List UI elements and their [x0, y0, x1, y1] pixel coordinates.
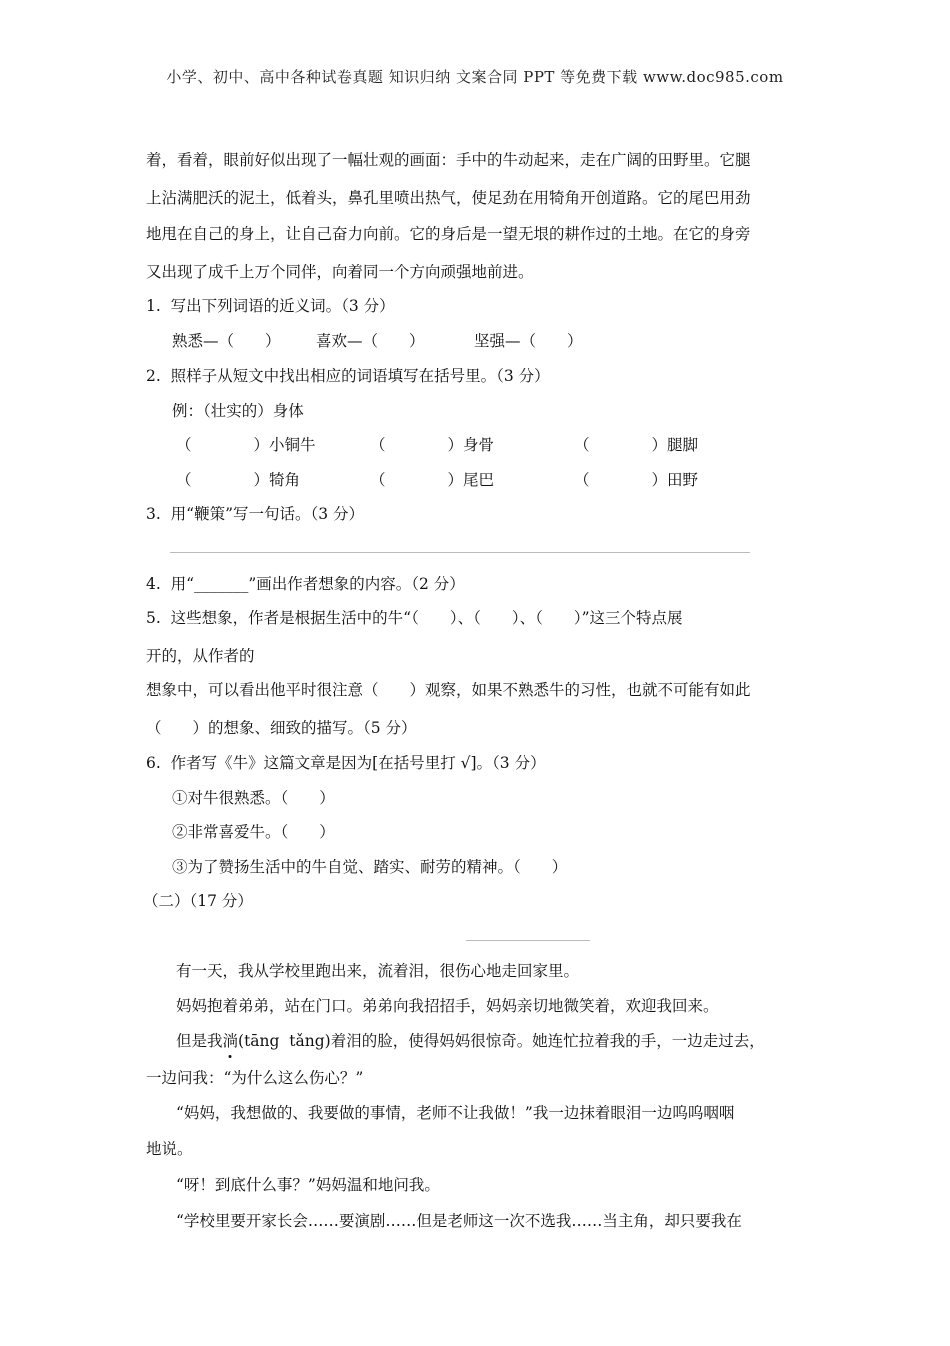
dotted-character: 淌	[223, 1029, 239, 1051]
q2-blank: （ ）尾巴	[370, 471, 495, 489]
question-5-line: 5. 这些想象，作者是根据生活中的牛“（ ）、（ ）、（ ）”这三个特点展	[146, 609, 683, 627]
story-paragraph: “妈妈，我想做的、我要做的事情，老师不让我做！”我一边抹着眼泪一边呜呜咽咽	[176, 1104, 735, 1122]
page-header: 小学、初中、高中各种试卷真题 知识归纳 文案合同 PPT 等免费下载 www.doc985.com	[166, 68, 784, 86]
question-5-line: （ ）的想象、细致的描写。（5 分）	[146, 719, 417, 737]
q2-blank: （ ）小铜牛	[176, 436, 316, 454]
story-paragraph: 有一天，我从学校里跑出来，流着泪，很伤心地走回家里。	[176, 962, 580, 980]
story-paragraph: “呀！到底什么事？”妈妈温和地问我。	[176, 1176, 440, 1194]
q1-item: 坚强—（ ）	[474, 332, 583, 350]
passage-line: 上沾满肥沃的泥土，低着头，鼻孔里喷出热气，使足劲在用犄角开创道路。它的尾巴用劲	[146, 189, 751, 207]
answer-line	[170, 552, 750, 553]
story-paragraph: 妈妈抱着弟弟，站在门口。弟弟向我招招手，妈妈亲切地微笑着，欢迎我回来。	[176, 997, 719, 1015]
q6-option: ①对牛很熟悉。（ ）	[172, 789, 335, 807]
q2-blank: （ ）犄角	[176, 471, 301, 489]
q6-option: ③为了赞扬生活中的牛自觉、踏实、耐劳的精神。（ ）	[172, 858, 568, 876]
question-5-line: 想象中，可以看出他平时很注意（ ）观察，如果不熟悉牛的习性，也就不可能有如此	[146, 681, 751, 699]
q2-blank: （ ）田野	[574, 471, 699, 489]
question-2-title: 2. 照样子从短文中找出相应的词语填写在括号里。（3 分）	[146, 367, 550, 385]
question-4-title: 4. 用“_______”画出作者想象的内容。（2 分）	[146, 575, 465, 593]
story-line: 一边问我：“为什么这么伤心？”	[146, 1069, 364, 1087]
question-5-line: 开的，从作者的	[146, 647, 255, 665]
section-2-heading: （二）（17 分）	[143, 892, 253, 910]
story-paragraph: “学校里要开家长会……要演剧……但是老师这一次不选我……当主角，却只要我在	[176, 1212, 742, 1230]
passage-line: 又出现了成千上万个同伴，向着同一个方向顽强地前进。	[146, 263, 534, 281]
story-line: 地说。	[146, 1140, 193, 1158]
passage-line: 地甩在自己的身上，让自己奋力向前。它的身后是一望无垠的耕作过的土地。在它的身旁	[146, 225, 751, 243]
q2-blank: （ ）腿脚	[574, 436, 699, 454]
q6-option: ②非常喜爱牛。（ ）	[172, 823, 335, 841]
story-paragraph	[176, 1029, 765, 1051]
passage-line: 着，看着，眼前好似出现了一幅壮观的画面：手中的牛动起来，走在广阔的田野里。它腿	[146, 151, 751, 169]
story-title-blank	[466, 940, 590, 941]
q1-item: 喜欢—（ ）	[316, 332, 425, 350]
question-6-title: 6. 作者写《牛》这篇文章是因为[在括号里打 √]。（3 分）	[146, 754, 546, 772]
story-text: 但是我	[176, 1032, 223, 1050]
question-1-title: 1. 写出下列词语的近义词。（3 分）	[146, 297, 395, 315]
question-3-title: 3. 用“鞭策”写一句话。（3 分）	[146, 505, 365, 523]
q1-item: 熟悉—（ ）	[172, 332, 281, 350]
story-text: (tāng tǎng)着泪的脸，使得妈妈很惊奇。她连忙拉着我的手，一边走过去，	[238, 1032, 765, 1050]
q2-example: 例：（壮实的）身体	[172, 402, 304, 420]
q2-blank: （ ）身骨	[370, 436, 495, 454]
